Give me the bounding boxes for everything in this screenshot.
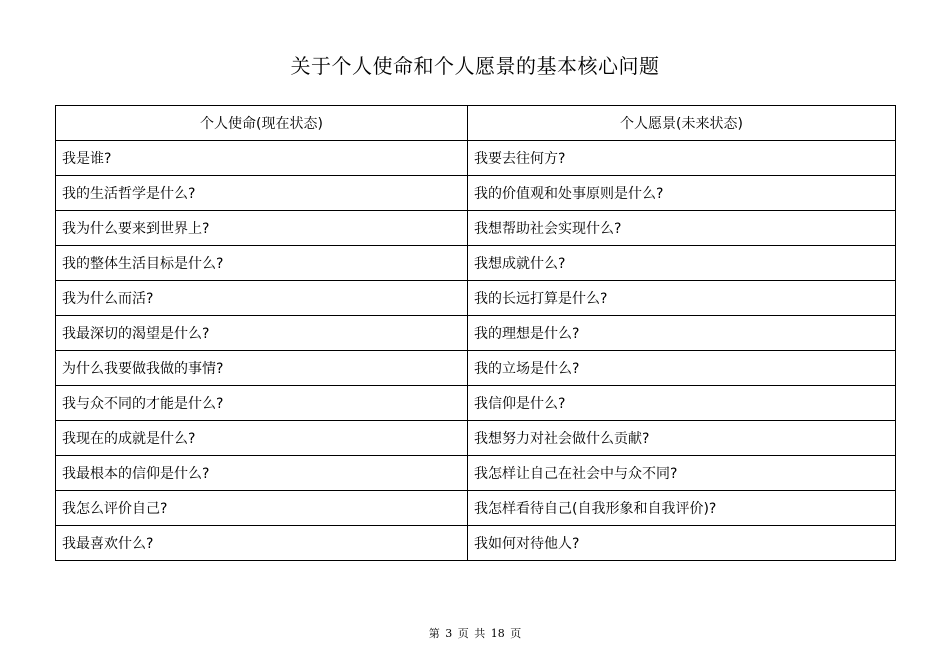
- table-row: [56, 211, 896, 246]
- table-header-row: [56, 106, 896, 141]
- table-row: [56, 176, 896, 211]
- mission-question: 我最根本的信仰是什么?: [56, 456, 468, 491]
- vision-question: 我想努力对社会做什么贡献?: [468, 421, 896, 456]
- mission-question: 我的整体生活目标是什么?: [56, 246, 468, 281]
- table-row: [56, 246, 896, 281]
- mission-question: 我为什么而活?: [56, 281, 468, 316]
- header-mission: 个人使命(现在状态): [56, 106, 468, 141]
- mission-question: 我最喜欢什么?: [56, 526, 468, 561]
- table-row: [56, 281, 896, 316]
- vision-question: 我怎样让自己在社会中与众不同?: [468, 456, 896, 491]
- vision-question: 我的理想是什么?: [468, 316, 896, 351]
- table-row: [56, 386, 896, 421]
- table-row: [56, 351, 896, 386]
- vision-question: 我要去往何方?: [468, 141, 896, 176]
- mission-question: 我与众不同的才能是什么?: [56, 386, 468, 421]
- vision-question: 我想帮助社会实现什么?: [468, 211, 896, 246]
- vision-question: 我的长远打算是什么?: [468, 281, 896, 316]
- mission-question: 我怎么评价自己?: [56, 491, 468, 526]
- header-vision: 个人愿景(未来状态): [468, 106, 896, 141]
- table-row: [56, 491, 896, 526]
- table-row: [56, 421, 896, 456]
- table-row: [56, 526, 896, 561]
- vision-question: 我信仰是什么?: [468, 386, 896, 421]
- mission-question: 我是谁?: [56, 141, 468, 176]
- page-number: 第 3 页 共 18 页: [428, 627, 522, 640]
- mission-question: 我现在的成就是什么?: [56, 421, 468, 456]
- mission-question: 为什么我要做我做的事情?: [56, 351, 468, 386]
- table-row: [56, 316, 896, 351]
- mission-question: 我为什么要来到世界上?: [56, 211, 468, 246]
- mission-question: 我的生活哲学是什么?: [56, 176, 468, 211]
- page-title: 关于个人使命和个人愿景的基本核心问题: [290, 54, 660, 78]
- vision-question: 我的价值观和处事原则是什么?: [468, 176, 896, 211]
- table-row: [56, 456, 896, 491]
- mission-question: 我最深切的渴望是什么?: [56, 316, 468, 351]
- vision-question: 我如何对待他人?: [468, 526, 896, 561]
- questions-table: [55, 105, 896, 561]
- table-row: [56, 141, 896, 176]
- vision-question: 我的立场是什么?: [468, 351, 896, 386]
- vision-question: 我想成就什么?: [468, 246, 896, 281]
- vision-question: 我怎样看待自己(自我形象和自我评价)?: [468, 491, 896, 526]
